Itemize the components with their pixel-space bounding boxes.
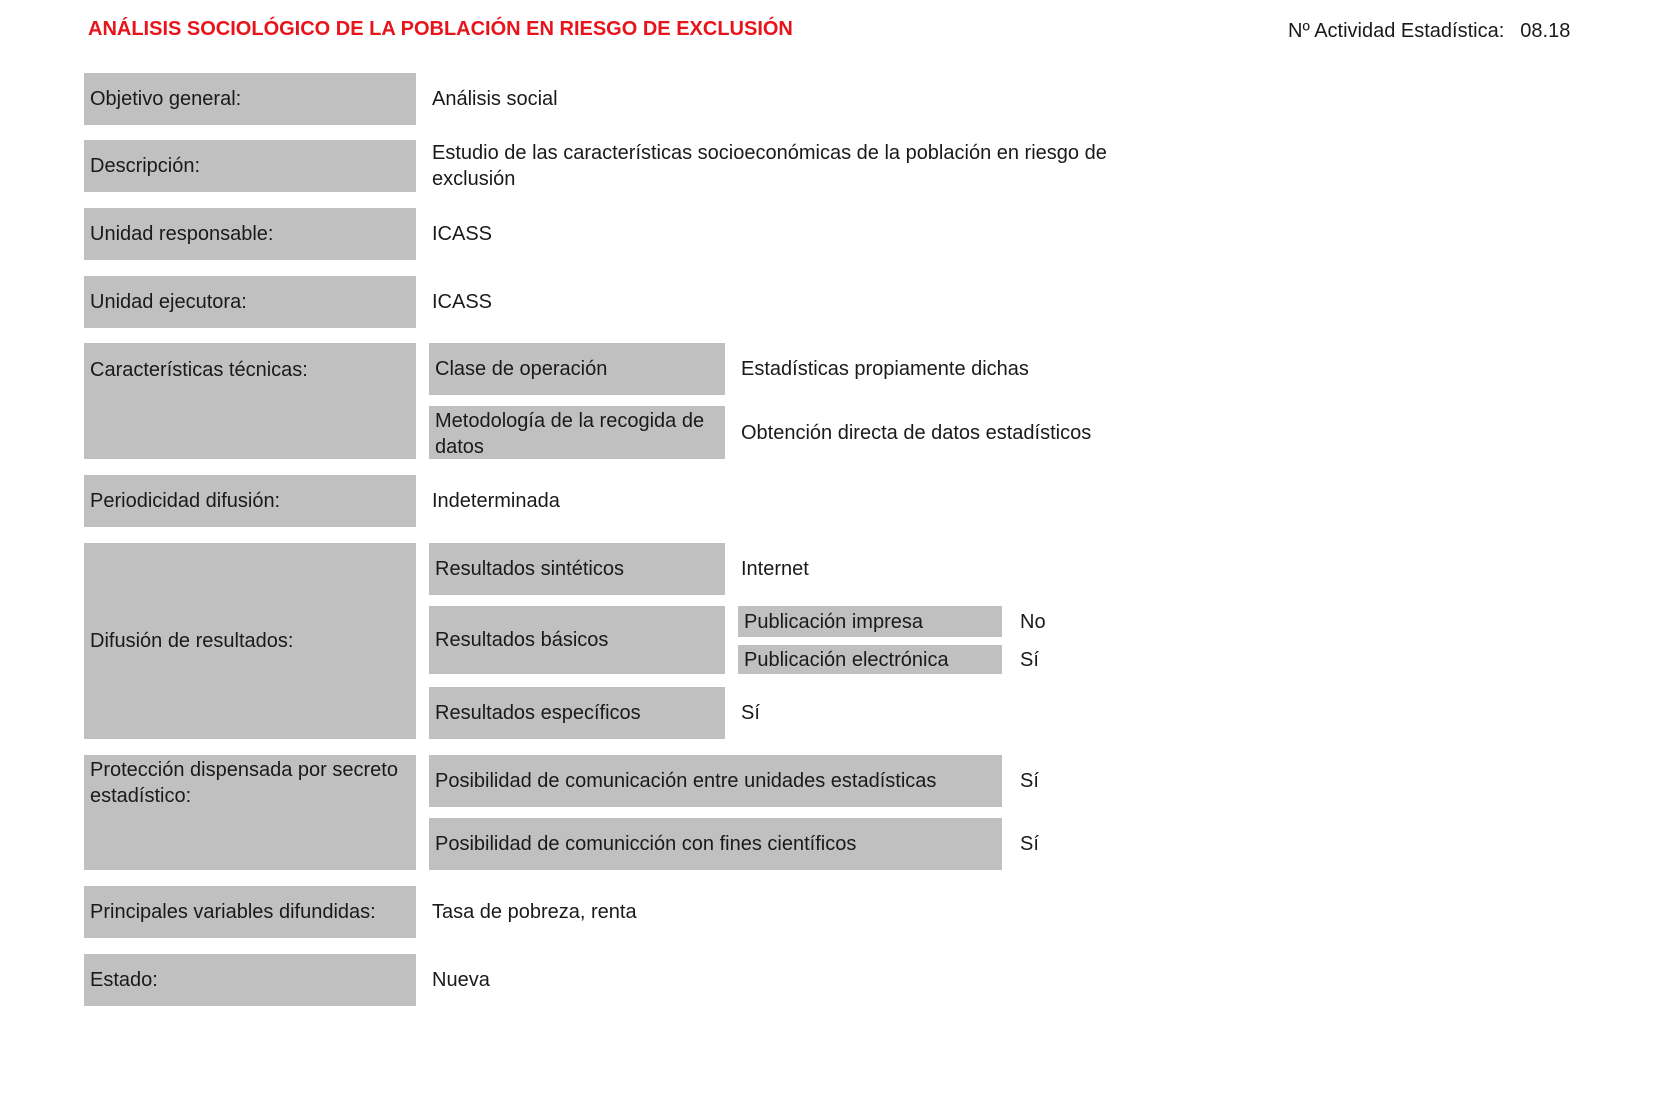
metodologia-value: Obtención directa de datos estadísticos [741,421,1092,444]
resultados-sinteticos-label: Resultados sintéticos [429,543,725,595]
variables-value: Tasa de pobreza, renta [432,901,637,923]
resultados-especificos-value: Sí [741,702,760,724]
clase-operacion-label: Clase de operación [429,343,725,395]
comunicacion-cientificos-label: Posibilidad de comunicción con fines científicos [429,818,1002,870]
resultados-especificos-label: Resultados específicos [429,687,725,739]
objetivo-label: Objetivo general: [84,73,416,125]
unidad-responsable-value: ICASS [432,223,493,245]
comunicacion-unidades-value: Sí [1020,770,1039,792]
comunicacion-cientificos-value: Sí [1020,833,1039,855]
activity-number-block [1288,20,1570,43]
resultados-basicos-label: Resultados básicos [429,606,725,674]
unidad-ejecutora-label: Unidad ejecutora: [84,276,416,328]
resultados-sinteticos-value: Internet [741,558,809,580]
estado-value: Nueva [432,969,490,991]
publicacion-electronica-value: Sí [1020,648,1039,671]
publicacion-impresa-label: Publicación impresa [738,606,1002,637]
objetivo-value: Análisis social [432,88,558,110]
publicacion-impresa-value: No [1020,610,1046,633]
proteccion-label: Protección dispensada por secreto estadístico: [84,755,416,870]
clase-operacion-value: Estadísticas propiamente dichas [741,358,1029,380]
variables-label: Principales variables difundidas: [84,886,416,938]
activity-label: Nº Actividad Estadística: [1288,20,1505,42]
descripcion-value: Estudio de las características socioeconómicas de la población en riesgo de exclusión [432,142,1107,190]
periodicidad-value: Indeterminada [432,490,560,512]
metodologia-label: Metodología de la recogida de datos [429,406,725,459]
difusion-label: Difusión de resultados: [84,543,416,739]
unidad-ejecutora-value: ICASS [432,291,493,313]
periodicidad-label: Periodicidad difusión: [84,475,416,527]
estado-label: Estado: [84,954,416,1006]
activity-number: 08.18 [1520,20,1571,42]
comunicacion-unidades-label: Posibilidad de comunicación entre unidades estadísticas [429,755,1002,807]
publicacion-electronica-label: Publicación electrónica [738,645,1002,674]
caracteristicas-label: Características técnicas: [84,343,416,459]
descripcion-label: Descripción: [84,140,416,192]
unidad-responsable-label: Unidad responsable: [84,208,416,260]
document-title: ANÁLISIS SOCIOLÓGICO DE LA POBLACIÓN EN RIESGO DE EXCLUSIÓN [88,18,793,40]
